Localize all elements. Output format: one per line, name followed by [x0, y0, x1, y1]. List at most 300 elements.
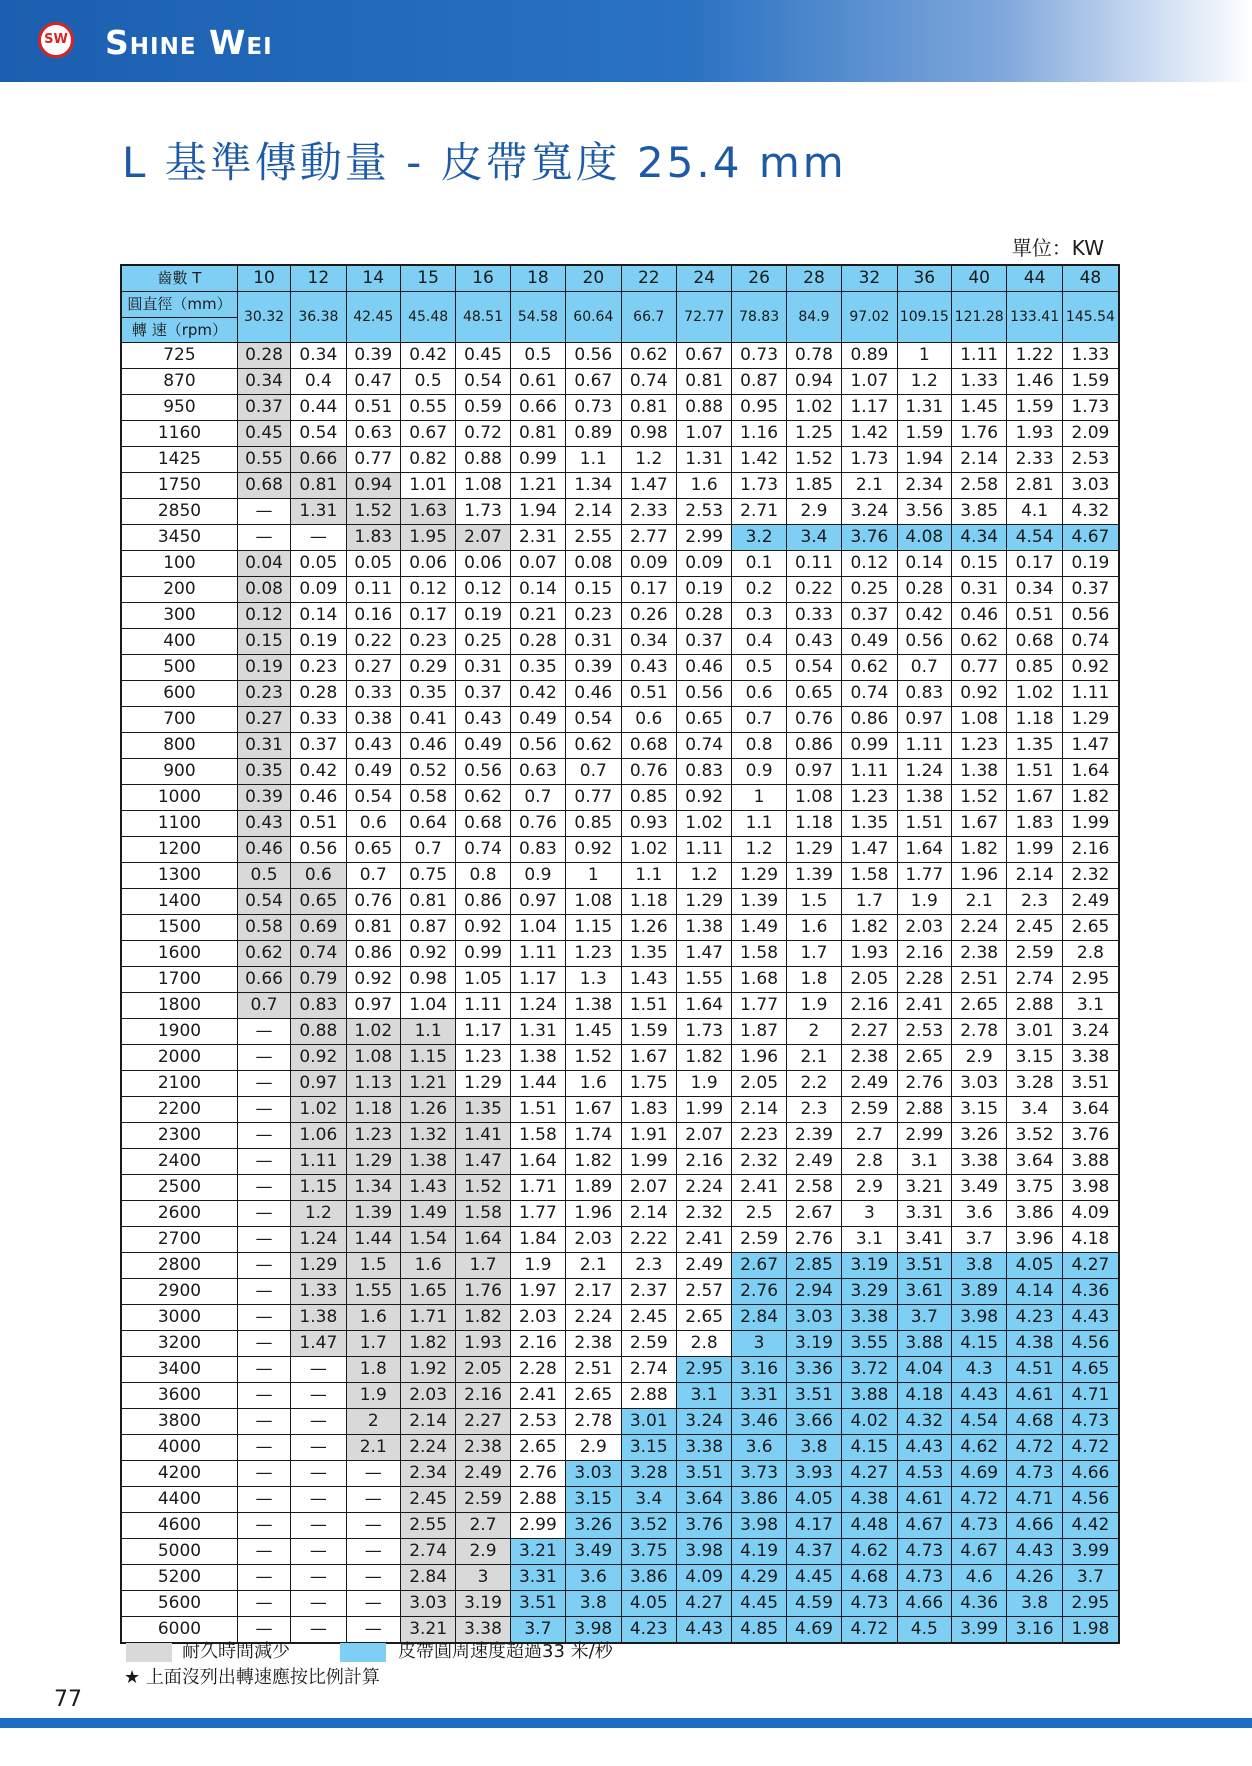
power-cell: 2.3 — [621, 1253, 676, 1279]
power-cell: 1.6 — [566, 1071, 621, 1097]
power-cell: 1.29 — [676, 889, 731, 915]
power-cell: 1.76 — [951, 421, 1006, 447]
power-cell: 0.92 — [400, 941, 455, 967]
power-cell: 0.28 — [676, 603, 731, 629]
power-cell: 2.14 — [566, 499, 621, 525]
header-bar — [0, 0, 1252, 82]
power-cell: 1.82 — [951, 837, 1006, 863]
power-cell: 1.7 — [456, 1253, 510, 1279]
power-cell: 0.97 — [897, 707, 951, 733]
power-cell: 1.15 — [566, 915, 621, 941]
footnote: ★ 上面沒列出轉速應按比例計算 — [124, 1667, 380, 1688]
power-cell: 0.19 — [291, 629, 346, 655]
power-cell: 1.93 — [1007, 421, 1062, 447]
power-cell: 4.6 — [951, 1565, 1006, 1591]
power-cell: 0.62 — [456, 785, 510, 811]
power-cell: 0.46 — [291, 785, 346, 811]
power-cell: 0.97 — [346, 993, 400, 1019]
power-cell: 4.05 — [786, 1487, 841, 1513]
power-cell: 4.71 — [1007, 1487, 1062, 1513]
power-cell: 0.43 — [621, 655, 676, 681]
power-cell: 4.36 — [1062, 1279, 1119, 1305]
power-cell: 4.08 — [897, 525, 951, 551]
power-cell: 1.38 — [510, 1045, 565, 1071]
power-cell: 0.44 — [291, 395, 346, 421]
power-cell: 0.25 — [456, 629, 510, 655]
table-row — [121, 447, 1119, 473]
rpm-cell: 4200 — [121, 1461, 237, 1487]
power-cell: 2.85 — [786, 1253, 841, 1279]
power-cell: 2.67 — [786, 1201, 841, 1227]
power-cell: 2.27 — [456, 1409, 510, 1435]
power-cell: 1.82 — [842, 915, 897, 941]
power-cell: 2.8 — [842, 1149, 897, 1175]
power-cell: 1.15 — [291, 1175, 346, 1201]
power-cell: 3 — [842, 1201, 897, 1227]
power-cell: — — [237, 1591, 290, 1617]
power-cell: 0.46 — [951, 603, 1006, 629]
power-cell: 3.8 — [1007, 1591, 1062, 1617]
power-cell: 4.14 — [1007, 1279, 1062, 1305]
diameter-cell: 72.77 — [676, 292, 731, 343]
power-cell: 4.09 — [676, 1565, 731, 1591]
power-cell: 0.87 — [732, 369, 786, 395]
power-cell: 1.55 — [676, 967, 731, 993]
power-cell: 0.46 — [237, 837, 290, 863]
power-cell: 1.35 — [456, 1097, 510, 1123]
power-cell: 3 — [732, 1331, 786, 1357]
power-cell: 0.56 — [510, 733, 565, 759]
power-cell: 0.65 — [786, 681, 841, 707]
power-cell: 0.83 — [676, 759, 731, 785]
power-cell: 0.19 — [237, 655, 290, 681]
power-cell: 3.03 — [1062, 473, 1119, 499]
power-cell: 4.17 — [786, 1513, 841, 1539]
power-cell: 0.54 — [566, 707, 621, 733]
table-row — [121, 967, 1119, 993]
power-cell: 4.54 — [1007, 525, 1062, 551]
power-cell: — — [291, 1461, 346, 1487]
power-cell: 4.42 — [1062, 1513, 1119, 1539]
power-cell: 1.23 — [566, 941, 621, 967]
rpm-cell: 400 — [121, 629, 237, 655]
power-cell: 1.25 — [786, 421, 841, 447]
power-cell: 1.6 — [676, 473, 731, 499]
power-cell: 0.56 — [291, 837, 346, 863]
power-cell: 0.7 — [510, 785, 565, 811]
power-cell: 1.67 — [1007, 785, 1062, 811]
power-cell: 1.47 — [842, 837, 897, 863]
rpm-cell: 900 — [121, 759, 237, 785]
table-row — [121, 551, 1119, 577]
power-cell: 0.37 — [676, 629, 731, 655]
power-cell: 2.99 — [897, 1123, 951, 1149]
power-cell: 3.56 — [897, 499, 951, 525]
power-cell: 0.62 — [842, 655, 897, 681]
power-cell: 0.68 — [621, 733, 676, 759]
power-cell: 0.22 — [346, 629, 400, 655]
power-cell: 1.11 — [676, 837, 731, 863]
power-cell: 0.65 — [676, 707, 731, 733]
power-cell: 2.65 — [1062, 915, 1119, 941]
power-cell: — — [346, 1461, 400, 1487]
power-cell: 0.92 — [456, 915, 510, 941]
power-cell: 0.59 — [456, 395, 510, 421]
power-cell: 2.14 — [732, 1097, 786, 1123]
power-cell: 3.75 — [1007, 1175, 1062, 1201]
table-row — [121, 1045, 1119, 1071]
power-cell: 1.35 — [621, 941, 676, 967]
power-cell: 0.74 — [842, 681, 897, 707]
power-cell: 0.81 — [676, 369, 731, 395]
rpm-cell: 1750 — [121, 473, 237, 499]
rpm-cell: 870 — [121, 369, 237, 395]
power-cell: 0.55 — [237, 447, 290, 473]
power-cell: 3.24 — [1062, 1019, 1119, 1045]
power-cell: 1.84 — [510, 1227, 565, 1253]
power-cell: 1.08 — [566, 889, 621, 915]
power-cell: 0.55 — [400, 395, 455, 421]
power-cell: 0.54 — [291, 421, 346, 447]
power-cell: 2.65 — [897, 1045, 951, 1071]
table-row — [121, 1591, 1119, 1617]
power-cell: 1.52 — [786, 447, 841, 473]
power-cell: 4.85 — [732, 1617, 786, 1644]
power-cell: 2.65 — [676, 1305, 731, 1331]
power-cell: 3.7 — [510, 1617, 565, 1644]
power-cell: 3.6 — [951, 1201, 1006, 1227]
teeth-cell: 10 — [237, 265, 290, 292]
power-cell: 3.29 — [842, 1279, 897, 1305]
power-cell: 1.8 — [786, 967, 841, 993]
power-cell: 0.94 — [786, 369, 841, 395]
rpm-cell: 1800 — [121, 993, 237, 1019]
power-cell: 0.12 — [400, 577, 455, 603]
power-cell: 0.68 — [456, 811, 510, 837]
table-row — [121, 1539, 1119, 1565]
power-cell: 0.9 — [732, 759, 786, 785]
power-cell: 2.95 — [1062, 967, 1119, 993]
power-cell: 3.8 — [786, 1435, 841, 1461]
power-cell: 1.73 — [676, 1019, 731, 1045]
power-cell: 1.51 — [621, 993, 676, 1019]
power-cell: 1.44 — [510, 1071, 565, 1097]
power-cell: 0.67 — [676, 343, 731, 369]
power-cell: 0.68 — [1007, 629, 1062, 655]
power-cell: 1.08 — [456, 473, 510, 499]
power-cell: 4.02 — [842, 1409, 897, 1435]
teeth-cell: 28 — [786, 265, 841, 292]
power-cell: 3.15 — [951, 1097, 1006, 1123]
power-cell: 1.74 — [566, 1123, 621, 1149]
power-cell: 3.73 — [732, 1461, 786, 1487]
power-cell: 0.42 — [510, 681, 565, 707]
power-cell: 1.35 — [842, 811, 897, 837]
power-cell: 1.29 — [1062, 707, 1119, 733]
power-cell: 2.5 — [732, 1201, 786, 1227]
power-cell: 1.7 — [842, 889, 897, 915]
power-cell: 0.74 — [1062, 629, 1119, 655]
power-cell: 0.56 — [456, 759, 510, 785]
power-cell: 4.53 — [897, 1461, 951, 1487]
power-cell: 4.72 — [842, 1617, 897, 1644]
power-cell: 2.76 — [897, 1071, 951, 1097]
power-cell: 3.46 — [732, 1409, 786, 1435]
power-cell: 1.33 — [291, 1279, 346, 1305]
power-cell: — — [237, 1331, 290, 1357]
power-cell: 1.91 — [621, 1123, 676, 1149]
power-cell: 2.65 — [566, 1383, 621, 1409]
power-cell: 0.76 — [510, 811, 565, 837]
teeth-cell: 22 — [621, 265, 676, 292]
power-cell: 1.5 — [786, 889, 841, 915]
power-cell: 1.38 — [400, 1149, 455, 1175]
power-cell: 1.11 — [842, 759, 897, 785]
power-cell: 0.31 — [237, 733, 290, 759]
power-cell: 1.29 — [732, 863, 786, 889]
power-cell: 1.71 — [510, 1175, 565, 1201]
diameter-cell: 97.02 — [842, 292, 897, 343]
power-cell: 1.45 — [566, 1019, 621, 1045]
power-cell: 0.92 — [346, 967, 400, 993]
power-cell: 1.38 — [291, 1305, 346, 1331]
power-cell: 3.6 — [732, 1435, 786, 1461]
rpm-cell: 2300 — [121, 1123, 237, 1149]
power-cell: 0.62 — [566, 733, 621, 759]
power-cell: — — [237, 1045, 290, 1071]
power-cell: 2.67 — [732, 1253, 786, 1279]
power-cell: — — [237, 1435, 290, 1461]
table-row — [121, 395, 1119, 421]
power-cell: 3.75 — [621, 1539, 676, 1565]
power-cell: 1.04 — [400, 993, 455, 1019]
rpm-cell: 2000 — [121, 1045, 237, 1071]
power-cell: 0.74 — [676, 733, 731, 759]
power-cell: 3.1 — [676, 1383, 731, 1409]
power-cell: 3.99 — [951, 1617, 1006, 1644]
power-cell: 1.02 — [346, 1019, 400, 1045]
power-cell: 3.19 — [456, 1591, 510, 1617]
power-cell: — — [291, 1383, 346, 1409]
power-cell: 1 — [566, 863, 621, 889]
power-cell: 2.65 — [510, 1435, 565, 1461]
power-cell: 2.38 — [456, 1435, 510, 1461]
power-cell: 2.51 — [951, 967, 1006, 993]
power-cell: 2.03 — [566, 1227, 621, 1253]
power-cell: — — [237, 1461, 290, 1487]
power-cell: 0.33 — [291, 707, 346, 733]
power-cell: 2.51 — [566, 1357, 621, 1383]
power-cell: 3.7 — [1062, 1565, 1119, 1591]
power-cell: 0.65 — [291, 889, 346, 915]
power-cell: 1.01 — [400, 473, 455, 499]
power-cell: 0.63 — [510, 759, 565, 785]
power-cell: 4.66 — [897, 1591, 951, 1617]
power-cell: 3.66 — [786, 1409, 841, 1435]
teeth-cell: 18 — [510, 265, 565, 292]
power-cell: 3.49 — [951, 1175, 1006, 1201]
power-cell: 0.81 — [400, 889, 455, 915]
power-cell: 2.05 — [732, 1071, 786, 1097]
power-cell: 0.86 — [842, 707, 897, 733]
rpm-cell: 800 — [121, 733, 237, 759]
power-cell: 0.49 — [510, 707, 565, 733]
power-cell: 1.05 — [456, 967, 510, 993]
power-cell: — — [237, 1253, 290, 1279]
rpm-cell: 4400 — [121, 1487, 237, 1513]
power-cell: 2.76 — [786, 1227, 841, 1253]
power-cell: 0.81 — [510, 421, 565, 447]
power-cell: 1.85 — [786, 473, 841, 499]
power-cell: 1.58 — [842, 863, 897, 889]
power-cell: 3.8 — [951, 1253, 1006, 1279]
power-cell: 1.82 — [566, 1149, 621, 1175]
power-cell: 1.77 — [897, 863, 951, 889]
power-cell: 0.41 — [400, 707, 455, 733]
power-cell: 1.04 — [510, 915, 565, 941]
power-cell: 1.96 — [566, 1201, 621, 1227]
diameter-cell: 84.9 — [786, 292, 841, 343]
table-row — [121, 889, 1119, 915]
power-cell: 1.39 — [732, 889, 786, 915]
power-cell: 2.53 — [510, 1409, 565, 1435]
power-cell: 1.59 — [621, 1019, 676, 1045]
power-cell: 3.8 — [566, 1591, 621, 1617]
diameter-cell: 66.7 — [621, 292, 676, 343]
power-cell: 0.61 — [510, 369, 565, 395]
power-cell: 0.31 — [951, 577, 1006, 603]
power-cell: 4.61 — [1007, 1383, 1062, 1409]
power-cell: 3.28 — [1007, 1071, 1062, 1097]
power-cell: 4.72 — [1007, 1435, 1062, 1461]
table-row — [121, 863, 1119, 889]
power-cell: 2.16 — [676, 1149, 731, 1175]
diameter-cell: 36.38 — [291, 292, 346, 343]
power-cell: 0.27 — [237, 707, 290, 733]
power-cell: 2.05 — [842, 967, 897, 993]
power-cell: 0.23 — [400, 629, 455, 655]
power-cell: — — [237, 1617, 290, 1644]
power-cell: 1.51 — [1007, 759, 1062, 785]
power-cell: 1.6 — [786, 915, 841, 941]
power-cell: 2.99 — [676, 525, 731, 551]
power-cell: 0.51 — [1007, 603, 1062, 629]
power-cell: 1.99 — [676, 1097, 731, 1123]
power-cell: 4.67 — [1062, 525, 1119, 551]
table-row — [121, 473, 1119, 499]
power-cell: 0.43 — [456, 707, 510, 733]
table-row — [121, 1435, 1119, 1461]
power-cell: 4.56 — [1062, 1331, 1119, 1357]
power-cell: 0.14 — [510, 577, 565, 603]
power-cell: 3.31 — [510, 1565, 565, 1591]
power-cell: 4.66 — [1062, 1461, 1119, 1487]
power-cell: 0.5 — [237, 863, 290, 889]
power-cell: 2.74 — [400, 1539, 455, 1565]
power-cell: 3.38 — [842, 1305, 897, 1331]
power-cell: 1.33 — [951, 369, 1006, 395]
power-cell: 0.86 — [346, 941, 400, 967]
power-cell: 2.24 — [676, 1175, 731, 1201]
teeth-cell: 14 — [346, 265, 400, 292]
power-cell: 1.29 — [291, 1253, 346, 1279]
power-cell: 3.96 — [1007, 1227, 1062, 1253]
power-cell: 1.06 — [291, 1123, 346, 1149]
logo-icon: SW — [38, 22, 74, 58]
power-cell: 0.45 — [456, 343, 510, 369]
power-cell: 3.31 — [732, 1383, 786, 1409]
power-cell: 0.99 — [456, 941, 510, 967]
rpm-cell: 2600 — [121, 1201, 237, 1227]
power-cell: 4.61 — [897, 1487, 951, 1513]
table-row — [121, 1331, 1119, 1357]
power-cell: 2.74 — [1007, 967, 1062, 993]
power-cell: 2.9 — [786, 499, 841, 525]
table-row — [121, 1487, 1119, 1513]
power-cell: 3.01 — [1007, 1019, 1062, 1045]
power-cell: 2.3 — [1007, 889, 1062, 915]
footer-bar — [0, 1718, 1252, 1728]
power-cell: 4.73 — [951, 1513, 1006, 1539]
power-cell: 3.86 — [732, 1487, 786, 1513]
rpm-cell: 4000 — [121, 1435, 237, 1461]
power-cell: 4.32 — [897, 1409, 951, 1435]
power-cell: 2.49 — [676, 1253, 731, 1279]
power-cell: 0.35 — [237, 759, 290, 785]
power-cell: 4.59 — [786, 1591, 841, 1617]
power-cell: 2.14 — [1007, 863, 1062, 889]
power-cell: 3.21 — [897, 1175, 951, 1201]
power-cell: 1.83 — [346, 525, 400, 551]
power-cell: 2.59 — [1007, 941, 1062, 967]
power-cell: 1.38 — [897, 785, 951, 811]
power-cell: 0.28 — [291, 681, 346, 707]
power-cell: 0.99 — [510, 447, 565, 473]
power-cell: 0.28 — [237, 343, 290, 369]
power-cell: 4.73 — [842, 1591, 897, 1617]
power-cell: 4.5 — [897, 1617, 951, 1644]
power-cell: 3.15 — [621, 1435, 676, 1461]
power-cell: 4.19 — [732, 1539, 786, 1565]
power-cell: 0.81 — [346, 915, 400, 941]
power-cell: 3.89 — [951, 1279, 1006, 1305]
power-cell: 1.31 — [291, 499, 346, 525]
power-cell: 0.46 — [400, 733, 455, 759]
power-cell: 2.9 — [566, 1435, 621, 1461]
power-cell: 0.62 — [951, 629, 1006, 655]
teeth-cell: 26 — [732, 265, 786, 292]
power-cell: 2.95 — [676, 1357, 731, 1383]
power-cell: 1.83 — [1007, 811, 1062, 837]
power-cell: 0.1 — [732, 551, 786, 577]
power-cell: 2.32 — [676, 1201, 731, 1227]
power-cell: 2.7 — [842, 1123, 897, 1149]
power-cell: 1.47 — [621, 473, 676, 499]
power-cell: 1.1 — [621, 863, 676, 889]
power-cell: 0.51 — [621, 681, 676, 707]
unit-label: 單位：KW — [1011, 236, 1104, 260]
power-cell: 1.67 — [566, 1097, 621, 1123]
rpm-cell: 1600 — [121, 941, 237, 967]
power-cell: 0.15 — [237, 629, 290, 655]
power-cell: 3.16 — [1007, 1617, 1062, 1644]
power-cell: 3.03 — [566, 1461, 621, 1487]
power-cell: 1.39 — [346, 1201, 400, 1227]
power-cell: 1.18 — [786, 811, 841, 837]
diameter-cell: 78.83 — [732, 292, 786, 343]
diameter-cell: 121.28 — [951, 292, 1006, 343]
power-cell: 2.76 — [510, 1461, 565, 1487]
